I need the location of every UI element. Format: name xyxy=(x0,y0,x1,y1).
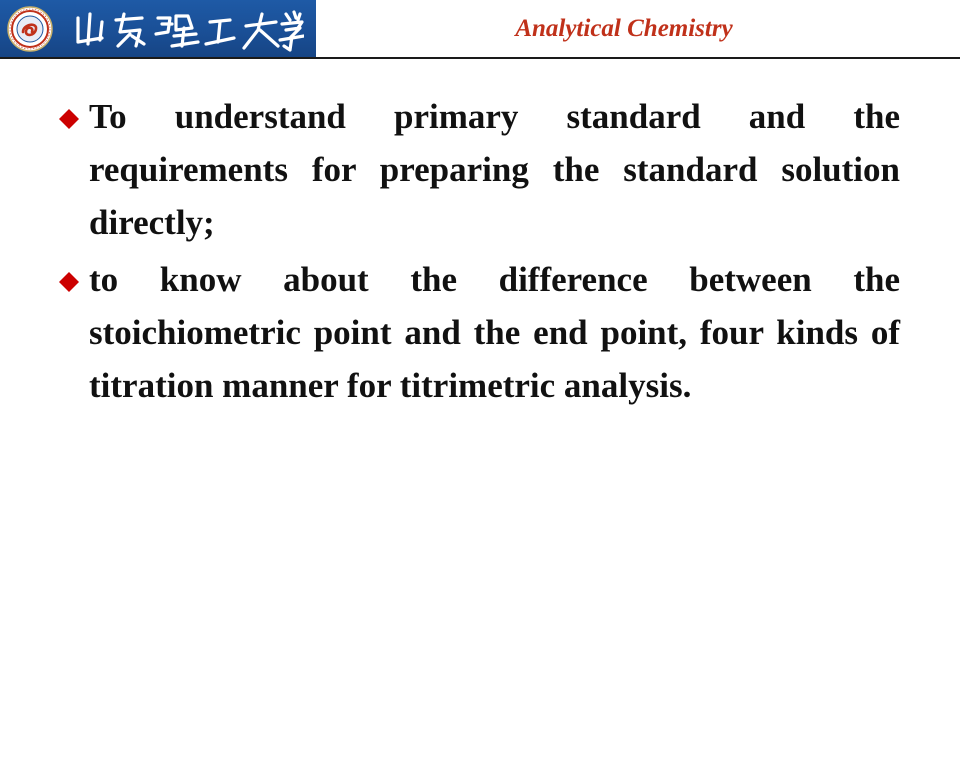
university-logo-banner xyxy=(0,0,316,58)
bullet-item xyxy=(58,253,900,412)
course-title: Analytical Chemistry xyxy=(515,15,733,42)
slide-header xyxy=(0,0,960,58)
bullet-text: to know about the difference between the stoichiometric point and the end point, four kinds of titration manner for titrimetric analysis. xyxy=(89,260,900,405)
header-divider xyxy=(0,57,960,59)
university-name-calligraphy xyxy=(72,8,304,52)
bullet-text: To understand primary standard and the requirements for preparing the standard solution directly; xyxy=(89,97,900,242)
diamond-bullet-icon xyxy=(58,108,80,130)
university-seal-icon xyxy=(7,6,53,52)
diamond-bullet-icon xyxy=(58,271,80,293)
bullet-item xyxy=(58,90,900,249)
slide-content xyxy=(58,90,900,416)
